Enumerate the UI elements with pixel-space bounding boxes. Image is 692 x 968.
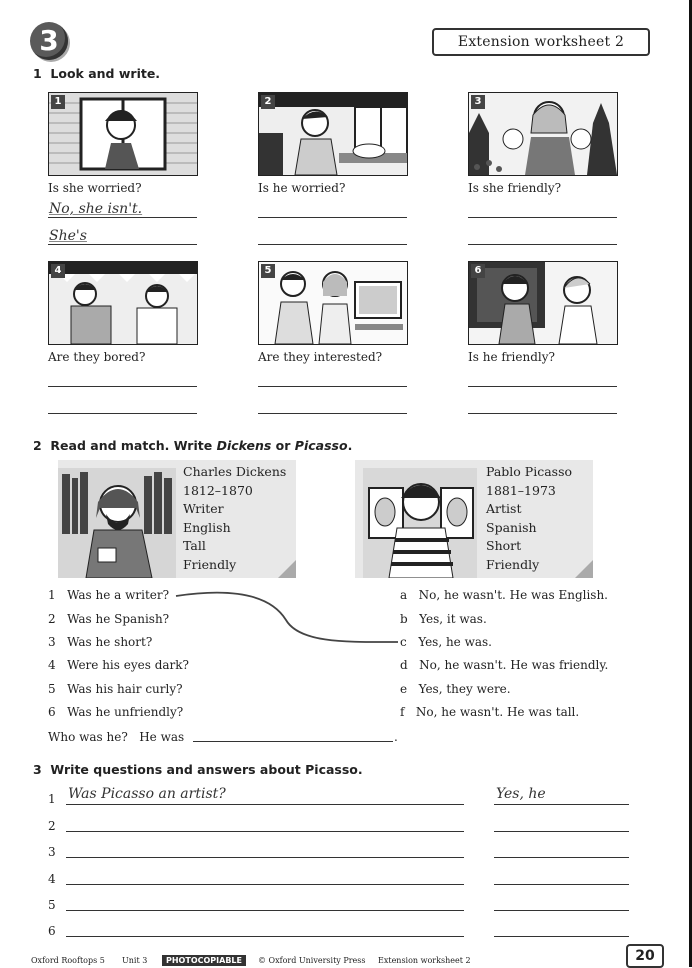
- question-text: Was his hair curly?: [67, 682, 183, 696]
- picture-number: 6: [471, 264, 485, 278]
- section2-heading: [33, 438, 352, 453]
- question-line[interactable]: [66, 884, 464, 885]
- name-dickens: Dickens: [216, 438, 272, 453]
- row-number: 6: [48, 924, 56, 938]
- match-answer-c: [400, 635, 492, 649]
- two-boys-talking-illustration: [469, 262, 617, 344]
- answer-line[interactable]: [258, 217, 407, 218]
- picture-5: [258, 261, 408, 345]
- question-3: Is she friendly?: [468, 181, 562, 195]
- question-6: Is he friendly?: [468, 350, 555, 364]
- question-number: 3: [48, 635, 56, 649]
- answer-line[interactable]: [468, 244, 617, 245]
- answer-line[interactable]: [468, 413, 617, 414]
- match-question-4: [48, 658, 189, 672]
- who-answer-prefix: He was: [139, 730, 185, 744]
- question-1: Is she worried?: [48, 181, 142, 195]
- section1-heading: [33, 66, 160, 81]
- answer-letter: d: [400, 658, 408, 672]
- period: .: [347, 438, 353, 453]
- two-boys-with-box-illustration: [49, 262, 197, 344]
- question-5: Are they interested?: [258, 350, 383, 364]
- fact-height: Short: [486, 538, 522, 554]
- fact-dates: 1881–1973: [486, 482, 556, 498]
- answer-line[interactable]: [494, 936, 629, 937]
- row-number: 4: [48, 872, 56, 886]
- picture-number: 4: [51, 264, 65, 278]
- answer-letter: c: [400, 635, 407, 649]
- worksheet-title: Extension worksheet 2: [432, 28, 650, 56]
- picture-2: [258, 92, 408, 176]
- picture-6: [468, 261, 618, 345]
- picture-1: [48, 92, 198, 176]
- answer-letter: a: [400, 588, 408, 602]
- answer-text: No, he wasn't. He was English.: [418, 588, 608, 602]
- answer-line: [48, 217, 197, 218]
- question-number: 2: [48, 612, 56, 626]
- section-instruction: Look and write.: [50, 66, 161, 81]
- picture-number: 3: [471, 95, 485, 109]
- row-number: 3: [48, 845, 56, 859]
- answer-letter: f: [400, 705, 405, 719]
- fact-personality: Friendly: [486, 556, 540, 572]
- dickens-card: [58, 460, 296, 578]
- match-question-6: [48, 705, 183, 719]
- dickens-portrait-illustration: [58, 468, 176, 578]
- question-line[interactable]: [66, 857, 464, 858]
- picture-4: [48, 261, 198, 345]
- picture-3: [468, 92, 618, 176]
- match-answer-d: [400, 658, 608, 672]
- who-was-he-row: [48, 730, 184, 744]
- question-number: 5: [48, 682, 56, 696]
- answer-line[interactable]: [494, 831, 629, 832]
- fact-nationality: Spanish: [486, 519, 537, 535]
- match-question-2: [48, 612, 169, 626]
- answer-text: No, he wasn't. He was tall.: [415, 705, 580, 719]
- footer-unit: Unit 3: [122, 956, 148, 965]
- dickens-facts: [183, 463, 286, 575]
- name-picasso: Picasso: [294, 438, 348, 453]
- picture-number: 5: [261, 264, 275, 278]
- answer-line[interactable]: [494, 884, 629, 885]
- woman-with-children-illustration: [469, 93, 617, 175]
- answer-line: [48, 244, 197, 245]
- question-answer-1[interactable]: Was Picasso an artist?: [68, 786, 226, 802]
- answer-1b[interactable]: She's: [49, 228, 87, 244]
- answer-text: Yes, he was.: [418, 635, 492, 649]
- fact-name: Pablo Picasso: [486, 464, 573, 479]
- question-text: Was he Spanish?: [67, 612, 170, 626]
- page-fold-corner: [575, 560, 593, 578]
- fact-name: Charles Dickens: [183, 464, 287, 479]
- match-question-3: [48, 635, 152, 649]
- section-number: 3: [33, 762, 42, 777]
- or-text: or: [271, 438, 295, 453]
- question-number: 6: [48, 705, 56, 719]
- footer-copyright: © Oxford University Press: [258, 956, 366, 965]
- answer-letter: b: [400, 612, 408, 626]
- answer-text: Yes, they were.: [418, 682, 511, 696]
- match-question-5: [48, 682, 183, 696]
- question-number: 1: [48, 588, 56, 602]
- question-text: Was he a writer?: [67, 588, 170, 602]
- answer-line[interactable]: [468, 386, 617, 387]
- question-line[interactable]: [66, 936, 464, 937]
- photocopiable-badge: PHOTOCOPIABLE: [162, 955, 246, 966]
- fact-job: Writer: [183, 501, 224, 517]
- section-number: 1: [33, 66, 42, 81]
- picasso-portrait-illustration: [363, 468, 477, 578]
- unit-number-badge: 3: [30, 22, 68, 60]
- footer-book: Oxford Rooftops 5: [31, 956, 105, 965]
- footer-sheet: Extension worksheet 2: [378, 956, 471, 965]
- question-line[interactable]: [66, 831, 464, 832]
- fact-height: Tall: [183, 538, 206, 554]
- who-answer-line[interactable]: [193, 741, 393, 742]
- fact-dates: 1812–1870: [183, 482, 253, 498]
- question-text: Was he short?: [67, 635, 153, 649]
- answer-line[interactable]: [258, 386, 407, 387]
- short-answer-1[interactable]: Yes, he: [496, 786, 546, 802]
- answer-text: Yes, it was.: [419, 612, 487, 626]
- answer-line[interactable]: [48, 413, 197, 414]
- answer-letter: e: [400, 682, 408, 696]
- picasso-facts: [486, 463, 572, 575]
- picasso-card: [355, 460, 593, 578]
- fact-nationality: English: [183, 519, 231, 535]
- question-line[interactable]: [66, 804, 464, 805]
- who-prompt: Who was he?: [48, 730, 128, 744]
- picture-number: 2: [261, 95, 275, 109]
- fact-personality: Friendly: [183, 556, 237, 572]
- match-connector-line: [170, 590, 406, 650]
- answer-line[interactable]: [258, 413, 407, 414]
- answer-line[interactable]: [48, 386, 197, 387]
- row-number: 5: [48, 898, 56, 912]
- answer-text: No, he wasn't. He was friendly.: [419, 658, 609, 672]
- page-number: 20: [626, 944, 664, 968]
- children-at-computer-illustration: [259, 262, 407, 344]
- answer-line[interactable]: [258, 244, 407, 245]
- section-instruction: Write questions and answers about Picasso.: [50, 762, 363, 777]
- girl-at-window-illustration: [49, 93, 197, 175]
- question-line[interactable]: [66, 910, 464, 911]
- section-number: 2: [33, 438, 42, 453]
- row-number: 1: [48, 792, 56, 806]
- answer-line[interactable]: [494, 857, 629, 858]
- section3-heading: [33, 762, 363, 777]
- section-instruction: Read and match. Write: [50, 438, 217, 453]
- picture-number: 1: [51, 95, 65, 109]
- row-number: 2: [48, 819, 56, 833]
- match-answer-b: [400, 612, 487, 626]
- boy-with-broken-vase-illustration: [259, 93, 407, 175]
- question-4: Are they bored?: [48, 350, 146, 364]
- match-question-1: [48, 588, 169, 602]
- fact-job: Artist: [486, 501, 522, 517]
- match-answer-f: [400, 705, 579, 719]
- answer-line[interactable]: [468, 217, 617, 218]
- page-fold-corner: [278, 560, 296, 578]
- match-answer-a: [400, 588, 608, 602]
- who-period: .: [394, 730, 398, 744]
- answer-1a[interactable]: No, she isn't.: [49, 201, 143, 217]
- match-answer-e: [400, 682, 511, 696]
- question-2: Is he worried?: [258, 181, 346, 195]
- question-text: Was he unfriendly?: [67, 705, 184, 719]
- answer-line[interactable]: [494, 910, 629, 911]
- answer-line[interactable]: [494, 804, 629, 805]
- question-text: Were his eyes dark?: [67, 658, 189, 672]
- question-number: 4: [48, 658, 56, 672]
